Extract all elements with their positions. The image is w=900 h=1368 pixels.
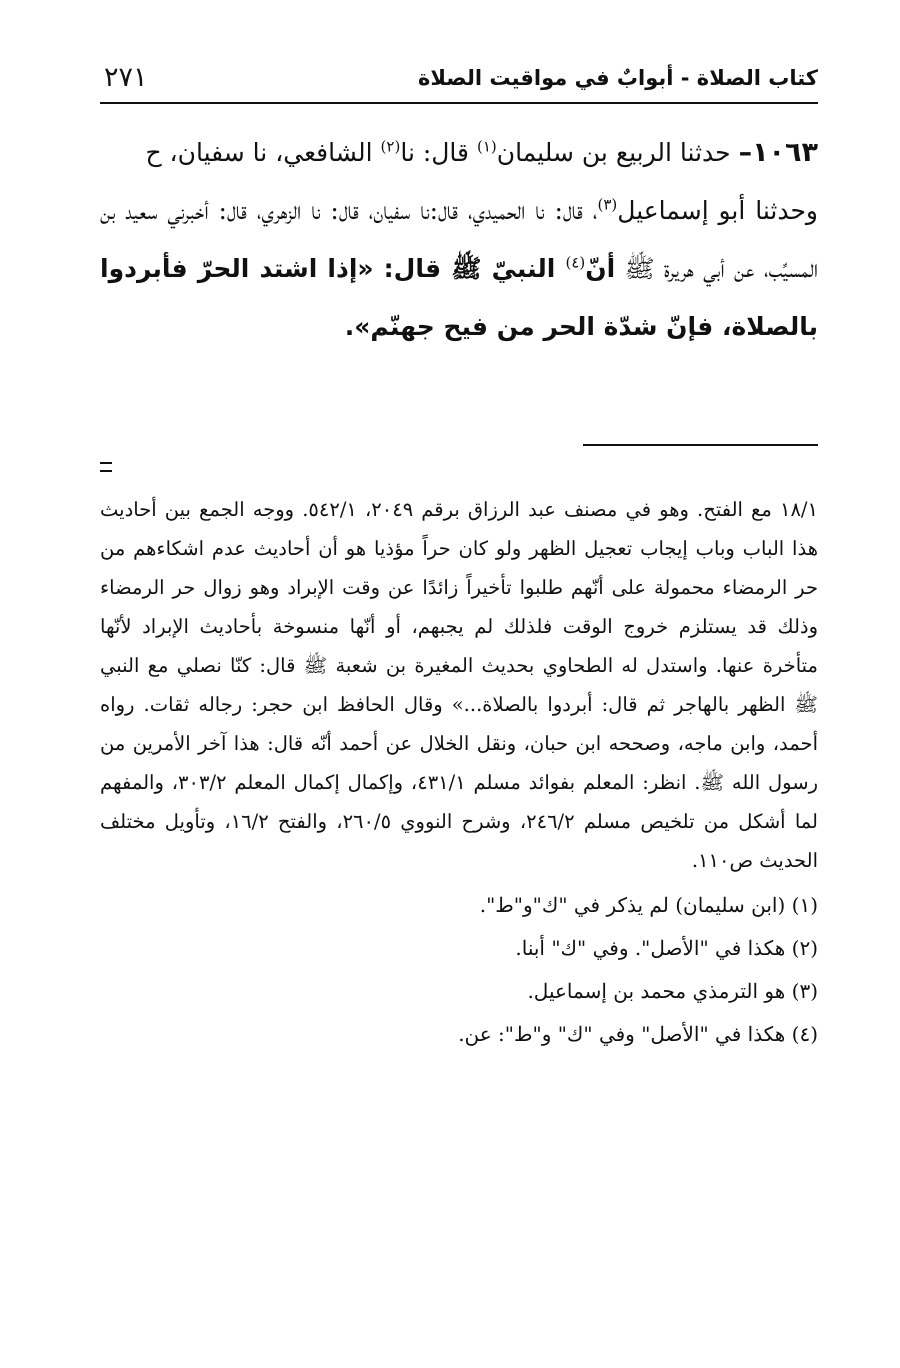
hadith-text-paragraph bbox=[100, 182, 818, 356]
footnotes-section bbox=[100, 490, 818, 1056]
main-text bbox=[100, 124, 818, 356]
isnad-text-3: الشافعي، نا سفيان، ح bbox=[145, 138, 381, 167]
footnote-ref-1: (١) bbox=[476, 137, 497, 156]
footnote-4: (٤) هكذا في "الأصل" وفي "ك" و"ط": عن. bbox=[458, 1022, 818, 1046]
hadith-number: ١٠٦٣– bbox=[738, 137, 818, 168]
page-number: ٢٧١ bbox=[104, 62, 148, 93]
chapter-title: كتاب الصلاة - أبوابٌ في مواقيت الصلاة bbox=[417, 66, 818, 90]
hadith-chain-paragraph bbox=[100, 124, 818, 182]
isnad-text-5: ، قال: نا الحميدي، قال:نا سفيان، قال: نا الزهري، قال: أخبرني سعيد بن المسيِّب، عن أبي هريرة ﷺ bbox=[100, 196, 819, 283]
matn-text-1: أنّ bbox=[585, 254, 616, 283]
footnote-ref-3: (٣) bbox=[597, 195, 618, 214]
isnad-text-1: حدثنا الربيع بن سليمان bbox=[496, 138, 739, 167]
continuation-mark bbox=[100, 462, 112, 472]
running-header bbox=[100, 62, 818, 104]
isnad-text-2: قال: نا bbox=[400, 138, 477, 167]
footnote-1: (١) (ابن سليمان) لم يذكر في "ك"و"ط". bbox=[479, 893, 818, 917]
isnad-text-4: وحدثنا أبو إسماعيل bbox=[617, 196, 818, 225]
footnote-3: (٣) هو الترمذي محمد بن إسماعيل. bbox=[527, 979, 818, 1003]
footnote-2: (٢) هكذا في "الأصل". وفي "ك" أبنا. bbox=[515, 936, 818, 960]
footnote-list bbox=[100, 884, 818, 1056]
footnote-ref-4: (٤) bbox=[565, 253, 586, 272]
matn-text-2: النبيّ ﷺ قال: «إذا اشتد الحرّ فأبردوا بالصلاة، فإنّ شدّة الحر من فيح جهنّم». bbox=[100, 254, 818, 341]
footnote-ref-2: (٢) bbox=[380, 137, 401, 156]
footnote-continuation: ١٨/١ مع الفتح. وهو في مصنف عبد الرزاق برقم ٢٠٤٩، ٥٤٢/١. ووجه الجمع بين أحاديث هذا الباب وباب إيجاب تعجيل الظهر ولو كان حراً مؤذيا هو أن أحاديث عدم اشكاءهم من حر الرمضاء محمولة على أنّهم طلبوا تأخيراً زائدًا عن وقت الإبراد وهو زوال حر الرمضاء وذلك قد يستلزم خروج الوقت فلذلك لم يجبهم، أو أنّها منسوخة بأحاديث الإبراد لأنّها متأخرة عنها. واستدل له الطحاوي بحديث المغيرة بن شعبة ﷺ قال: كنّا نصلي مع النبي ﷺ الظهر بالهاجر ثم قال: أبردوا بالصلاة...» وقال الحافظ ابن حجر: رجاله ثقات. رواه أحمد، وابن ماجه، وصححه ابن حبان، ونقل الخلال عن أحمد أنّه قال: هذا آخر الأمرين من رسول الله ﷺ. انظر: المعلم بفوائد مسلم ٤٣١/١، وإكمال إكمال المعلم ٣٠٣/٢، والمفهم لما أشكل من تلخيص مسلم ٢٤٦/٢، وشرح النووي ٢٦٠/٥، والفتح ١٦/٢، وتأويل مختلف الحديث ص١١٠. bbox=[100, 498, 818, 872]
footnote-separator bbox=[583, 444, 818, 446]
